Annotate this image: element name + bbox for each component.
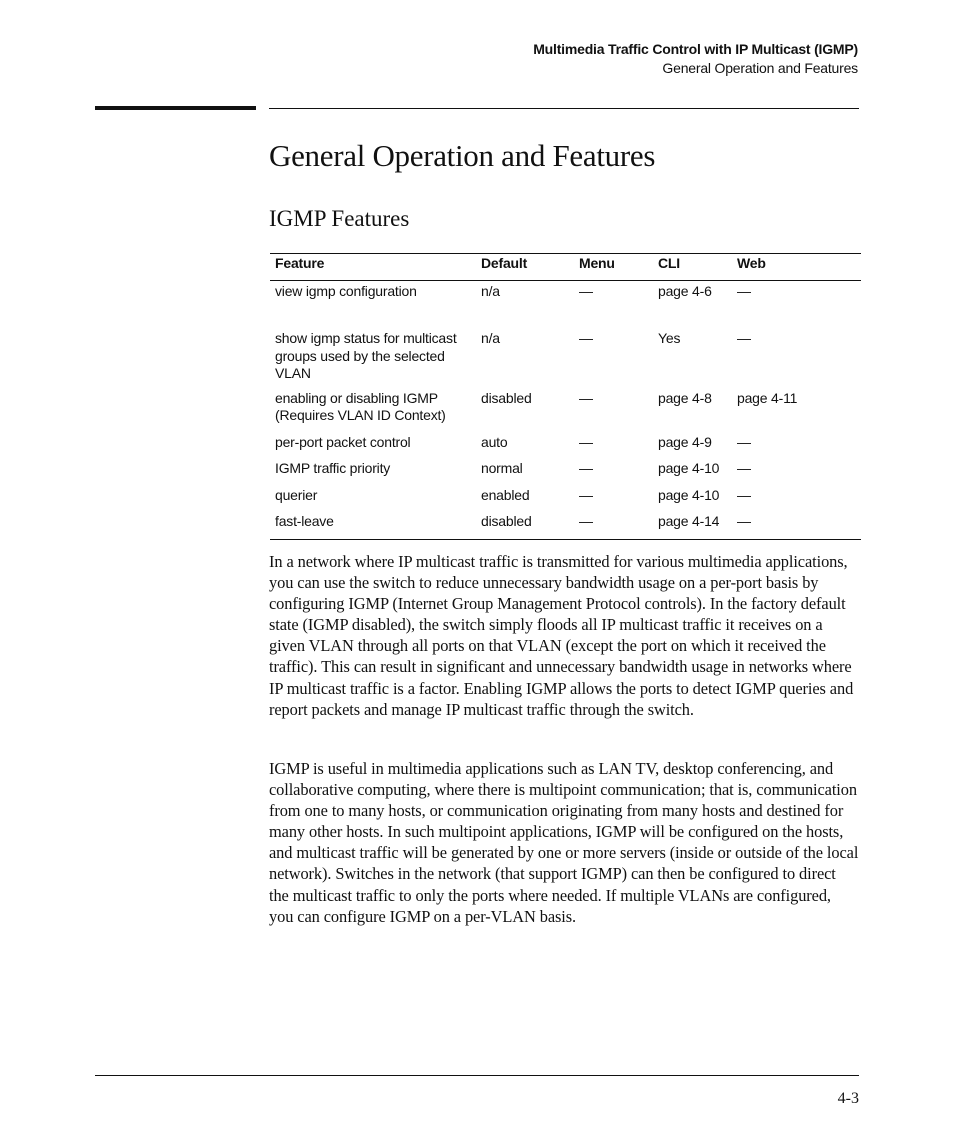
body-paragraph-intro: In a network where IP multicast traffic is transmitted for various multimedia applications, you can use the switch to reduce unnecessary bandwidth usage on a per-port basis by configuring IGMP (Internet Group Management Protocol controls). In the factory default state (IGMP disabled), the switch simply floods all IP multicast traffic it receives on a given VLAN through all ports on that VLAN (except the port on which it received the traffic). This can result in significant and unnecessary bandwidth usage in networks where IP multicast traffic is a factor. Enabling IGMP allows the ports to detect IGMP queries and report packets and manage IP multicast traffic through the switch.: [269, 552, 854, 719]
cell-cli: page 4-6: [658, 282, 712, 299]
subsection-title: IGMP Features: [269, 206, 410, 231]
cell-cli: page 4-10: [658, 486, 720, 503]
section-title: General Operation and Features: [269, 138, 656, 173]
cell-feature: fast-leave: [275, 513, 334, 529]
cell-web: —: [737, 513, 751, 529]
cell-web: —: [737, 460, 751, 476]
running-head-section: General Operation and Features: [662, 60, 858, 76]
cell-menu: —: [579, 486, 593, 503]
cell-web: —: [737, 433, 751, 450]
cell-menu: —: [579, 513, 593, 529]
igmp-features-table: [270, 253, 861, 540]
cell-feature: querier: [275, 486, 318, 503]
cell-default: disabled: [481, 513, 532, 529]
table-header-row: [270, 254, 861, 281]
cell-cli: Yes: [658, 330, 681, 346]
cell-menu: —: [579, 389, 593, 406]
cell-web: page 4-11: [737, 389, 798, 406]
header-menu: Menu: [579, 255, 615, 271]
cell-menu: —: [579, 433, 593, 450]
cell-cli: page 4-10: [658, 460, 720, 476]
table-row: [270, 487, 861, 514]
cell-web: —: [737, 282, 751, 299]
cell-feature-line: (Requires VLAN ID Context): [275, 407, 446, 423]
cell-default: auto: [481, 433, 508, 450]
cell-feature: IGMP traffic priority: [275, 460, 391, 476]
cell-feature-line: groups used by the selected: [275, 347, 445, 364]
table-row: [270, 280, 861, 330]
body-paragraph-usage: IGMP is useful in multimedia applications such as LAN TV, desktop conferencing, and collaborative computing, where there is multipoint communication; that is, communication from one to many hosts, or communication originating from many hosts and destined for many other hosts. In such multipoint applications, IGMP will be configured on the hosts, and multicast traffic will be generated by one or more servers (inside or outside of the local network). Switches in the network (that support IGMP) can then be configured to direct the multicast traffic to only the ports where needed. If multiple VLANs are configured, you can configure IGMP on a per-VLAN basis.: [269, 759, 859, 926]
header-cli: CLI: [658, 255, 680, 271]
running-head: [533, 40, 858, 78]
section-rule-thin: [269, 108, 859, 109]
cell-default: n/a: [481, 282, 500, 299]
table-row: [270, 330, 861, 390]
cell-default: normal: [481, 460, 523, 476]
page-number: 4-3: [837, 1090, 859, 1107]
table-row: [270, 513, 861, 539]
cell-default: enabled: [481, 486, 530, 503]
cell-feature: per-port packet control: [275, 433, 411, 450]
cell-web: —: [737, 330, 751, 346]
cell-cli: page 4-9: [658, 433, 712, 450]
header-web: Web: [737, 255, 766, 271]
footer-rule: [95, 1075, 859, 1076]
cell-feature-line: VLAN: [275, 365, 311, 381]
cell-default: n/a: [481, 330, 500, 346]
table-row: [270, 390, 861, 434]
table-row: [270, 460, 861, 487]
header-default: Default: [481, 255, 528, 271]
cell-menu: —: [579, 460, 593, 476]
cell-cli: page 4-14: [658, 513, 720, 529]
running-head-title: Multimedia Traffic Control with IP Multicast (IGMP): [533, 41, 858, 57]
cell-feature: [270, 330, 476, 390]
cell-web: —: [737, 486, 751, 503]
table-row: [270, 434, 861, 461]
cell-default: disabled: [481, 389, 532, 406]
cell-feature: [270, 390, 476, 434]
cell-feature: view igmp configuration: [275, 282, 417, 299]
cell-menu: —: [579, 282, 593, 299]
header-feature: Feature: [275, 255, 325, 271]
section-rule-thick: [95, 106, 256, 110]
cell-feature-line: show igmp status for multicast: [275, 330, 457, 346]
cell-menu: —: [579, 330, 593, 346]
cell-feature-line: enabling or disabling IGMP: [275, 389, 438, 406]
cell-cli: page 4-8: [658, 389, 712, 406]
